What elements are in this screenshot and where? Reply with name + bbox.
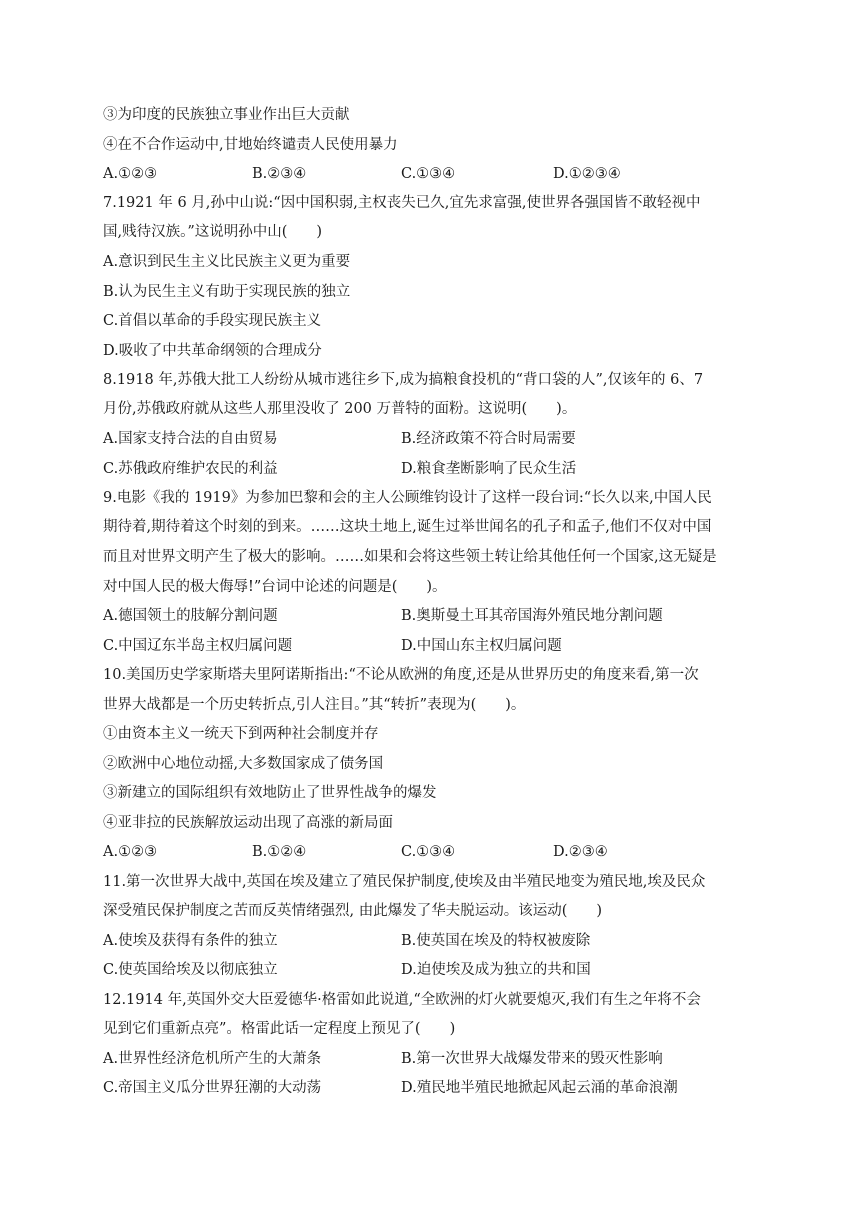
q7-option-a: A.意识到民生主义比民族主义更为重要 xyxy=(103,254,351,270)
q9-options-row-2 xyxy=(103,636,783,656)
q6-statement-4: ④在不合作运动中,甘地始终谴责人民使用暴力 xyxy=(103,137,398,153)
q7-option-b: B.认为民生主义有助于实现民族的独立 xyxy=(103,284,351,300)
q12-option-a: A.世界性经济危机所产生的大萧条 xyxy=(103,1051,322,1067)
q11-option-d: D.迫使埃及成为独立的共和国 xyxy=(401,962,591,978)
q9-options-row-1 xyxy=(103,606,783,626)
q8-options-row-1 xyxy=(103,429,783,449)
q9-stem-line-3: 而且对世界文明产生了极大的影响。……如果和会将这些领土转让给其他任何一个国家,这无疑是 xyxy=(103,549,717,565)
q12-option-b: B.第一次世界大战爆发带来的毁灭性影响 xyxy=(401,1051,663,1067)
q9-option-a: A.德国领土的肢解分割问题 xyxy=(103,608,278,624)
q10-statement-3: ③新建立的国际组织有效地防止了世界性战争的爆发 xyxy=(103,785,437,801)
q8-option-d: D.粮食垄断影响了民众生活 xyxy=(401,461,577,477)
q6-option-d: D.①②③④ xyxy=(553,166,621,182)
q10-stem-line-2: 世界大战都是一个历史转折点,引人注目。”其“转折”表现为( )。 xyxy=(103,697,526,713)
q6-option-a: A.①②③ xyxy=(103,166,158,182)
q12-option-c: C.帝国主义瓜分世界狂潮的大动荡 xyxy=(103,1080,322,1096)
q11-option-b: B.使英国在埃及的特权被废除 xyxy=(401,933,591,949)
q10-statement-2: ②欧洲中心地位动摇,大多数国家成了债务国 xyxy=(103,756,384,772)
q7-stem-line-1: 7.1921 年 6 月,孙中山说:“因中国积弱,主权丧失已久,宜先求富强,使世界各强国皆不敢轻视中 xyxy=(103,195,701,211)
q11-option-c: C.使英国给埃及以彻底独立 xyxy=(103,962,278,978)
q6-option-b: B.②③④ xyxy=(252,166,307,182)
q9-stem-line-2: 期待着,期待着这个时刻的到来。……这块土地上,诞生过举世闻名的孔子和孟子,他们不仅对中国 xyxy=(103,519,712,535)
q8-stem-line-2: 月份,苏俄政府就从这些人那里没收了 200 万普特的面粉。这说明( )。 xyxy=(103,401,577,417)
q10-statement-4: ④亚非拉的民族解放运动出现了高涨的新局面 xyxy=(103,815,393,831)
q10-options xyxy=(103,842,783,862)
q7-stem-line-2: 国,贱待汉族。”这说明孙中山( ) xyxy=(103,224,323,240)
q12-stem-line-2: 见到它们重新点亮”。格雷此话一定程度上预见了( ) xyxy=(103,1021,456,1037)
q11-stem-line-2: 深受殖民保护制度之苦而反英情绪强烈, 由此爆发了华夫脱运动。该运动( ) xyxy=(103,903,603,919)
q7-option-d: D.吸收了中共革命纲领的合理成分 xyxy=(103,343,322,359)
q8-option-a: A.国家支持合法的自由贸易 xyxy=(103,431,278,447)
q8-options-row-2 xyxy=(103,459,783,479)
q11-options-row-2 xyxy=(103,960,783,980)
q8-option-c: C.苏俄政府维护农民的利益 xyxy=(103,461,278,477)
q9-stem-line-4: 对中国人民的极大侮辱!”台词中论述的问题是( )。 xyxy=(103,579,447,595)
q12-option-d: D.殖民地半殖民地掀起风起云涌的革命浪潮 xyxy=(401,1080,678,1096)
q11-option-a: A.使埃及获得有条件的独立 xyxy=(103,933,278,949)
q8-stem-line-1: 8.1918 年,苏俄大批工人纷纷从城市逃往乡下,成为搞粮食投机的“背口袋的人”,仅该年的 6、7 xyxy=(103,372,704,388)
q10-stem-line-1: 10.美国历史学家斯塔夫里阿诺斯指出:“不论从欧洲的角度,还是从世界历史的角度来看,第一次 xyxy=(103,667,699,683)
q10-option-a: A.①②③ xyxy=(103,844,158,860)
q10-statement-1: ①由资本主义一统天下到两种社会制度并存 xyxy=(103,726,379,742)
q12-stem-line-1: 12.1914 年,英国外交大臣爱德华·格雷如此说道,“全欧洲的灯火就要熄灭,我们有生之年将不会 xyxy=(103,992,701,1008)
q9-stem-line-1: 9.电影《我的 1919》为参加巴黎和会的主人公顾维钧设计了这样一段台词:“长久以来,中国人民 xyxy=(103,490,712,506)
q9-option-b: B.奥斯曼土耳其帝国海外殖民地分割问题 xyxy=(401,608,663,624)
q9-option-d: D.中国山东主权归属问题 xyxy=(401,638,562,654)
q12-options-row-2 xyxy=(103,1078,783,1098)
q7-option-c: C.首倡以革命的手段实现民族主义 xyxy=(103,313,322,329)
q6-statement-3: ③为印度的民族独立事业作出巨大贡献 xyxy=(103,107,350,123)
q11-stem-line-1: 11.第一次世界大战中,英国在埃及建立了殖民保护制度,使埃及由半殖民地变为殖民地,埃及民众 xyxy=(103,874,706,890)
q10-option-d: D.②③④ xyxy=(553,844,608,860)
q10-option-b: B.①②④ xyxy=(252,844,307,860)
q8-option-b: B.经济政策不符合时局需要 xyxy=(401,431,576,447)
q6-option-c: C.①③④ xyxy=(401,166,456,182)
q10-option-c: C.①③④ xyxy=(401,844,456,860)
q6-options xyxy=(103,164,783,184)
q9-option-c: C.中国辽东半岛主权归属问题 xyxy=(103,638,293,654)
q12-options-row-1 xyxy=(103,1049,783,1069)
q11-options-row-1 xyxy=(103,931,783,951)
